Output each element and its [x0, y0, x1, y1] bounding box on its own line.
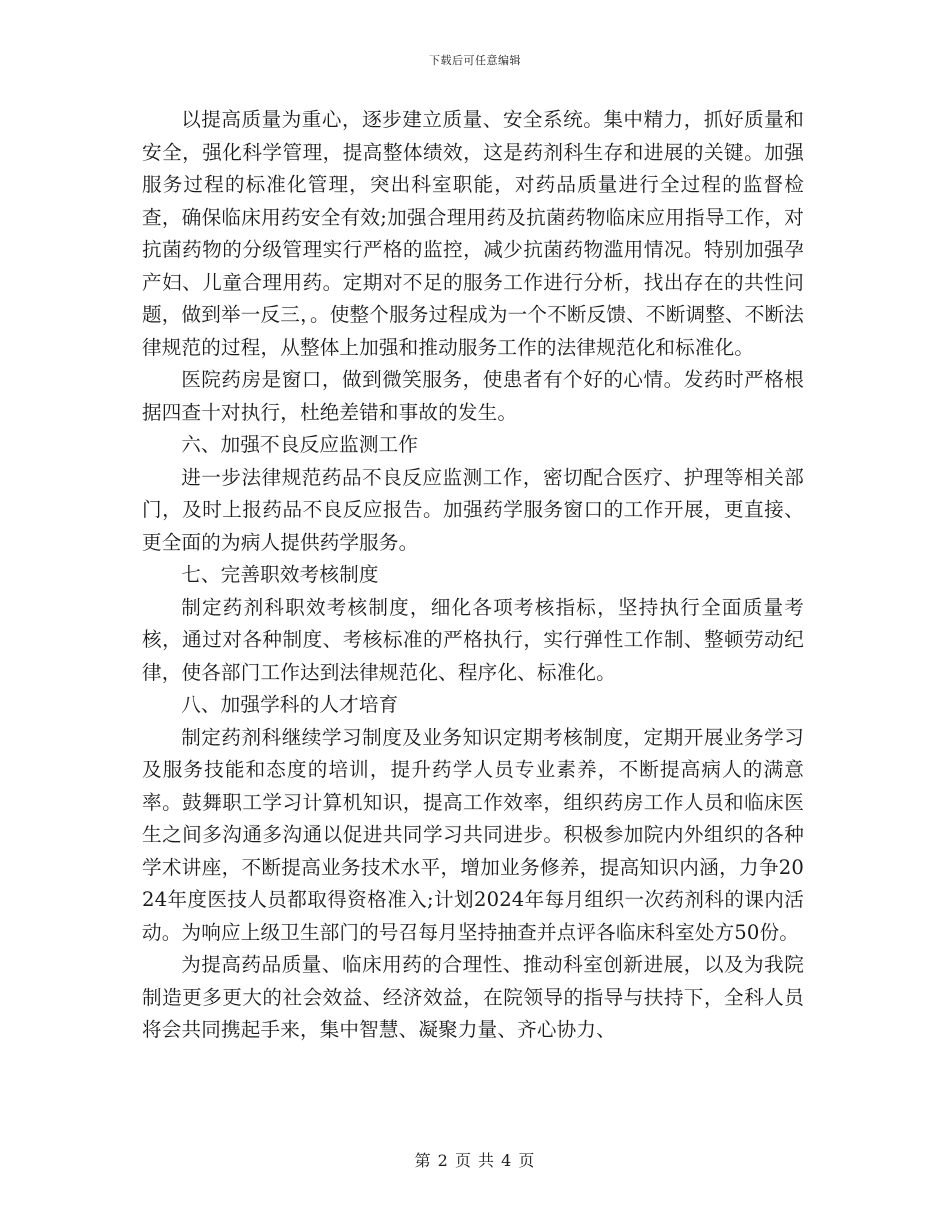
- paragraph-talent-training: 制定药剂科继续学习制度及业务知识定期考核制度，定期开展业务学习及服务技能和态度的培训，提升药学人员专业素养，不断提高病人的满意率。鼓舞职工学习计算机知识，提高工作效率，组织药房工作人员和临床医生之间多沟通多沟通以促进共同学习共同进步。积极参加院内外组织的各种学术讲座，不断提高业务技术水平，增加业务修养，提高知识内涵，力争2024年度医技人员都取得资格准入;计划2024年每月组织一次药剂科的课内活动。为响应上级卫生部门的号召每月坚持抽查并点评各临床科室处方50份。: [142, 725, 804, 944]
- paragraph-adverse-reaction: 进一步法律规范药品不良反应监测工作，密切配合医疗、护理等相关部门，及时上报药品不良反应报告。加强药学服务窗口的工作开展，更直接、更全面的为病人提供药学服务。: [142, 465, 804, 554]
- section-heading-7: 七、完善职效考核制度: [181, 563, 379, 586]
- paragraph-pharmacy-window: 医院药房是窗口，做到微笑服务，使患者有个好的心情。发药时严格根据四查十对执行，杜绝差错和事故的发生。: [142, 368, 804, 424]
- paragraph-closing: 为提高药品质量、临床用药的合理性、推动科室创新进展，以及为我院制造更多更大的社会效益、经济效益，在院领导的指导与扶持下，全科人员将会共同携起手来，集中智慧、凝聚力量、齐心协力、: [142, 953, 804, 1041]
- page-header: 下载后可任意编辑: [429, 54, 521, 67]
- document-body: [142, 104, 804, 1047]
- page-footer: 第 2 页 共 4 页: [414, 1151, 536, 1170]
- section-heading-6: 六、加强不良反应监测工作: [181, 433, 419, 456]
- paragraph-performance-assessment: 制定药剂科职效考核制度，细化各项考核指标，坚持执行全面质量考核，通过对各种制度、考核标准的严格执行，实行弹性工作制、整顿劳动纪律，使各部门工作达到法律规范化、程序化、标准化。: [142, 595, 804, 684]
- paragraph-quality-safety: 以提高质量为重心，逐步建立质量、安全系统。集中精力，抓好质量和安全，强化科学管理，提高整体绩效，这是药剂科生存和进展的关键。加强服务过程的标准化管理，突出科室职能，对药品质量进行全过程的监督检查，确保临床用药安全有效;加强合理用药及抗菌药物临床应用指导工作，对抗菌药物的分级管理实行严格的监控，减少抗菌药物滥用情况。特别加强孕产妇、儿童合理用药。定期对不足的服务工作进行分析，找出存在的共性问题，做到举一反三，。使整个服务过程成为一个不断反馈、不断调整、不断法律规范的过程，从整体上加强和推动服务工作的法律规范化和标准化。: [142, 108, 804, 359]
- section-heading-8: 八、加强学科的人才培育: [181, 693, 399, 716]
